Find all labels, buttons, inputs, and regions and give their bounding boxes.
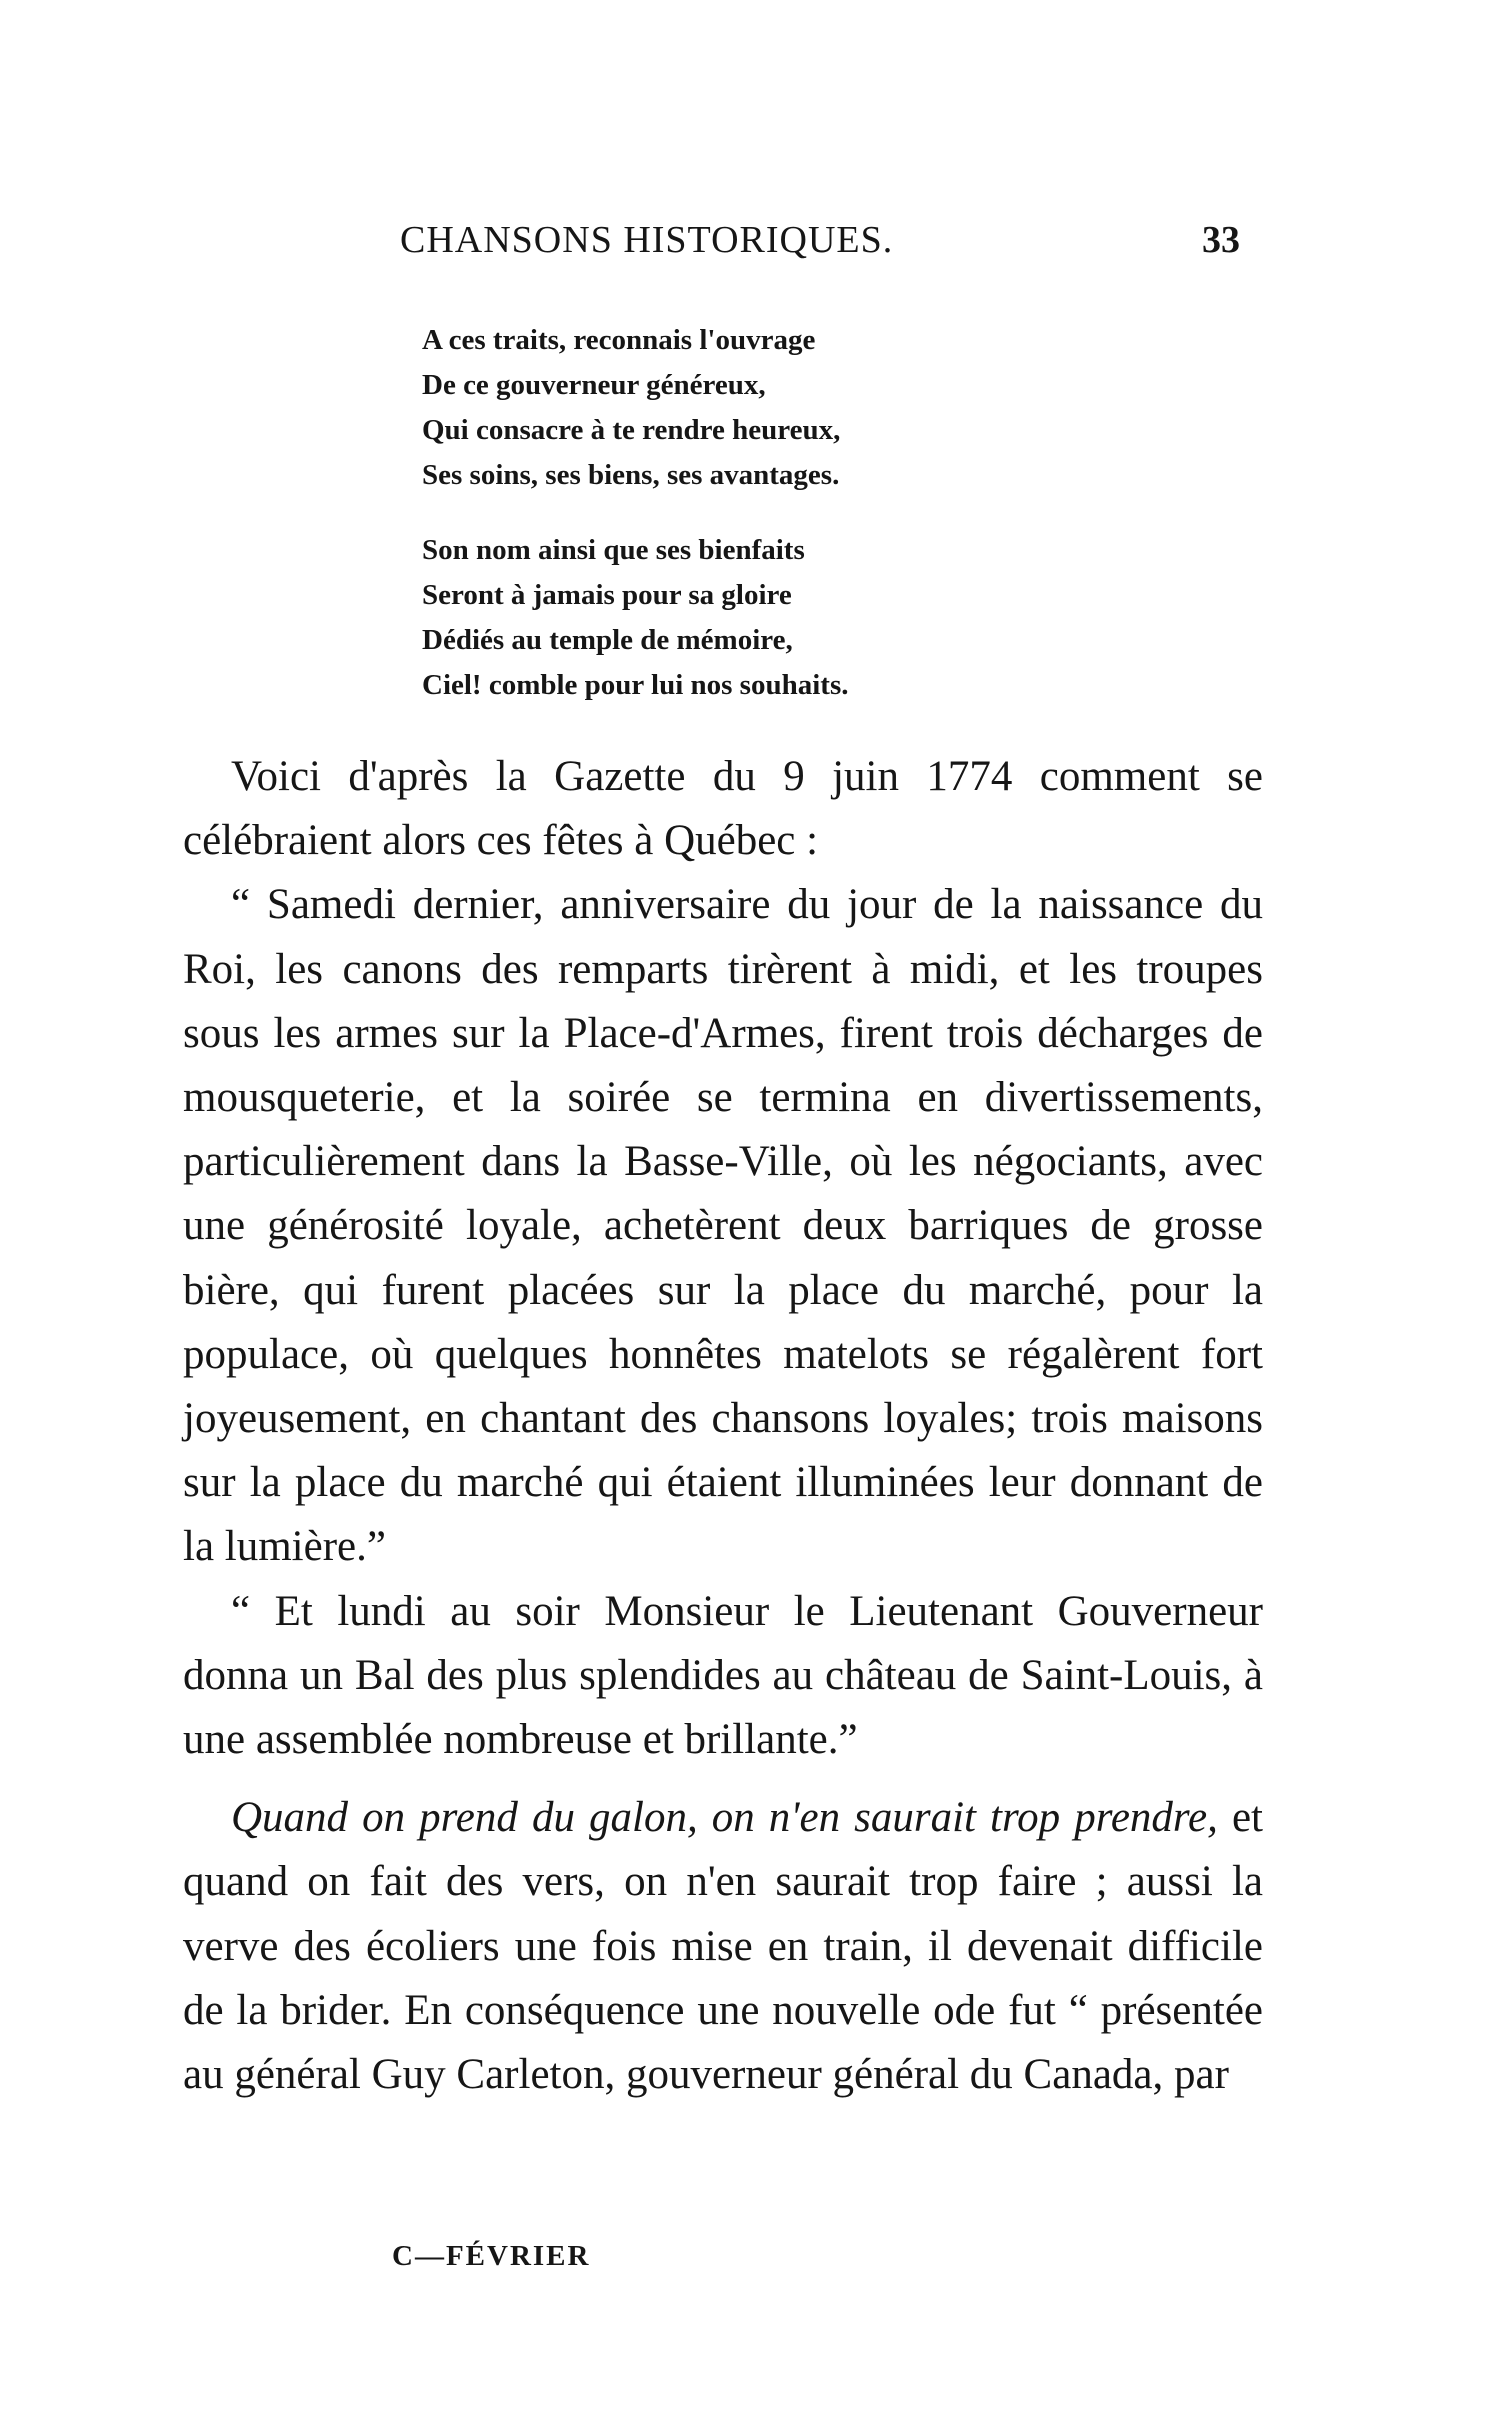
verse-line: Dédiés au temple de mémoire,: [422, 624, 793, 656]
poem-stanza-2: [422, 528, 982, 708]
italic-proverb: Quand on prend du galon, on n'en saurait trop prendre,: [231, 1794, 1218, 1842]
body-text: [183, 745, 1263, 2107]
verse-line: Son nom ainsi que ses bienfaits: [422, 534, 805, 566]
verse-line: Ses soins, ses biens, ses avantages.: [422, 459, 840, 491]
signature-mark: C—FÉVRIER: [392, 2240, 591, 2272]
paragraph-gazette-quote-1: “ Samedi dernier, anniversaire du jour de la naissance du Roi, les canons des remparts tirèrent à midi, et les troupes sous les armes sur la Place-d'Armes, firent trois décharges de mousqueterie, et la soirée se termina en divertissements, particulièrement dans la Basse-Ville, où les négociants, avec une générosité loyale, achetèrent deux barriques de grosse bière, qui furent placées sur la place du marché, pour la populace, où quelques honnêtes matelots se régalèrent fort joyeusement, en chantant des chansons loyales; trois maisons sur la place du marché qui étaient illuminées leur donnant de la lumière.”: [183, 881, 1263, 1571]
verse-line: Seront à jamais pour sa gloire: [422, 579, 792, 611]
running-head: CHANSONS HISTORIQUES.: [400, 219, 894, 261]
page-number: 33: [1202, 219, 1240, 261]
poem-stanza-1: [422, 318, 982, 498]
paragraph-galon-text: et quand on fait des vers, on n'en saurait trop faire ; aussi la verve des écoliers une fois mise en train, il devenait difficile de la brider. En conséquence une nouvelle ode fut “ présentée au général Guy Carleton, gouverneur général du Canada, par: [183, 1794, 1263, 2099]
paragraph-galon: [183, 1786, 1263, 2107]
verse-line: De ce gouverneur généreux,: [422, 369, 766, 401]
paragraph-gazette-quote-2: “ Et lundi au soir Monsieur le Lieutenant Gouverneur donna un Bal des plus splendides au château de Saint-Louis, à une assemblée nombreuse et brillante.”: [183, 1587, 1263, 1764]
page-header: [400, 218, 1240, 278]
verse-line: Ciel! comble pour lui nos souhaits.: [422, 669, 849, 701]
verse-line: A ces traits, reconnais l'ouvrage: [422, 324, 816, 356]
paragraph-gazette-intro: Voici d'après la Gazette du 9 juin 1774 comment se célébraient alors ces fêtes à Québec :: [183, 753, 1263, 865]
verse-line: Qui consacre à te rendre heureux,: [422, 414, 841, 446]
